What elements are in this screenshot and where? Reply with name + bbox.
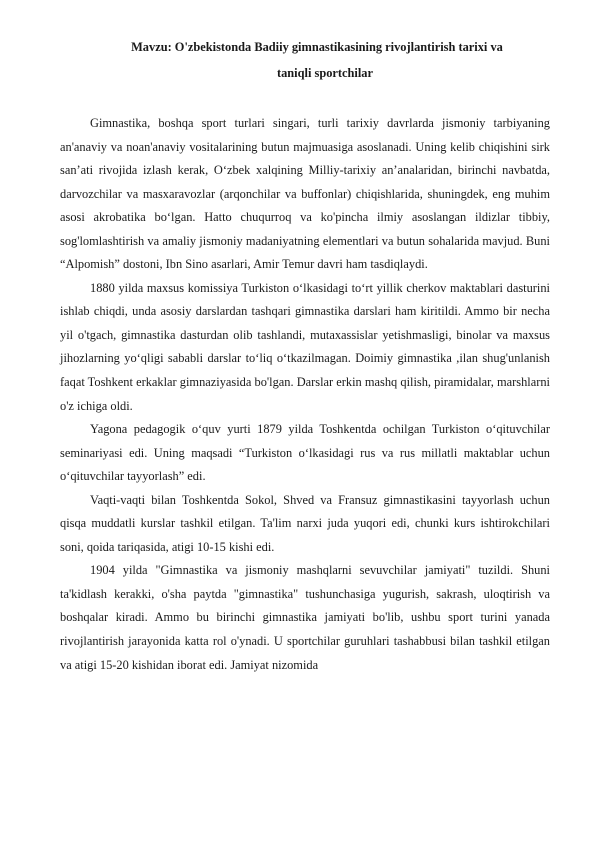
title-line-2: taniqli sportchilar (276, 66, 374, 80)
title-line-1: Mavzu: O'zbekistonda Badiiy gimnastikasining rivojlantirish tarixi va (131, 40, 503, 54)
paragraph-teachers-seminary: Yagona pedagogik o‘quv yurti 1879 yilda Toshkentda ochilgan Turkiston o‘qituvchilar seminariyasi edi. Uning maqsadi “Turkiston o‘lkasidagi rus va rus millatli maktablar uchun o‘qituvchilar tayyorlash” edi. (60, 422, 550, 484)
paragraph-1904-society: 1904 yilda "Gimnastika va jismoniy mashqlarni sevuvchilar jamiyati" tuzildi. Shuni ta'kidlash kerakki, o'sha paytda "gimnastika" tushunchasiga yugurish, sakrash, uloqtirish va boshqalar kiradi. Ammo bu birinchi gimnastika jamiyati bo'lib, ushbu sport turini yanada rivojlantirish jarayonida katta rol o'ynadi. U sportchilar guruhlari tashabbusi bilan tashkil etilgan va atigi 15-20 kishidan iborat edi. Jamiyat nizomida (60, 563, 550, 672)
paragraph-short-courses: Vaqti-vaqti bilan Toshkentda Sokol, Shved va Fransuz gimnastikasini tayyorlash uchun qisqa muddatli kurslar tashkil etilgan. Ta'lim narxi juda yuqori edi, chunki kurs ishtirokchilari soni, qoida tariqasida, atigi 10-15 kishi edi. (60, 492, 550, 554)
paragraph-1880-commission: 1880 yilda maxsus komissiya Turkiston o‘lkasidagi to‘rt yillik cherkov maktablari dasturini ishlab chiqdi, unda asosiy darslardan tashqari gimnastika darslari ham kiritildi. Ammo bir necha yil o'tgach, gimnastika dasturdan olib tashlandi, mutaxassislar yetishmasligi, binolar va maxsus jihozlarning yo‘qligi sababli darslar to‘liq o‘tkazilmagan. Doimiy gimnastika ,ilan shug'unlanish faqat Toshkent erkaklar gimnaziyasida bo'lgan. Darslar erkin mashq qilish, piramidalar, marshlarni o'z ichiga oldi. (60, 280, 550, 413)
document-title (60, 34, 550, 86)
paragraph-gimnastika-origins: Gimnastika, boshqa sport turlari singari, turli tarixiy davrlarda jismoniy tarbiyaning an'anaviy va noan'anaviy vositalarining butun majmuasiga asoslanadi. Uning kelib chiqishini sirk san’ati rivojida izlash kerak, O‘zbek xalqining Milliy-tarixiy an’analaridan, birinchi navbatda, darvozchilar va masxaravozlar (arqonchilar va buffonlar) chiqishlarida, shuningdek, eng muhim asosi akrobatika bo‘lgan. Hatto chuqurroq va ko'pincha ilmiy asoslangan ildizlar tibbiy, sog'lomlashtirish va amaliy jismoniy madaniyatning elementlari va butun sohalarida mavjud. Buni “Alpomish” dostoni, Ibn Sino asarlari, Amir Temur davri ham tasdiqlaydi. (60, 116, 550, 272)
document-body (60, 112, 550, 677)
